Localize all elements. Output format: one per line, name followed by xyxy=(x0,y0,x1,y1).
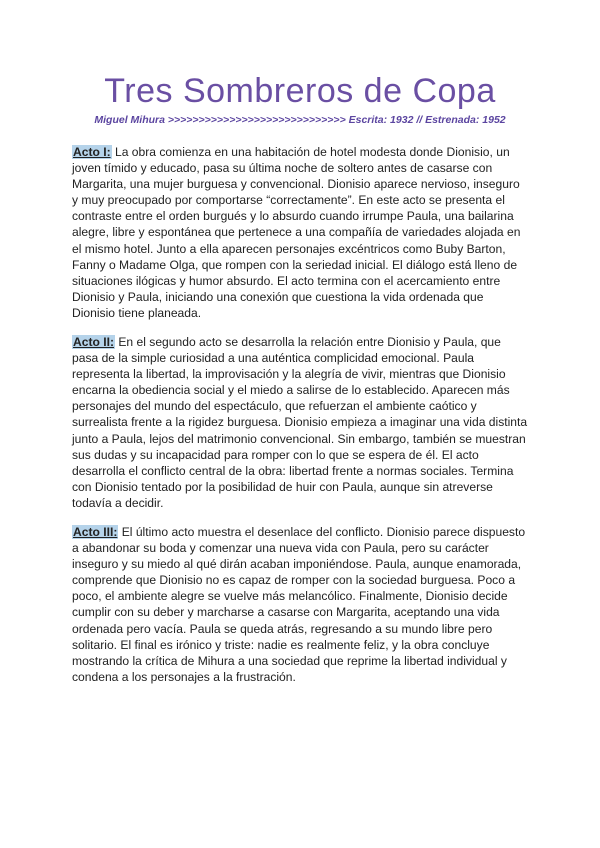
section-label: Acto I: xyxy=(73,145,111,159)
section-acto-2 xyxy=(72,334,528,511)
section-text: En el segundo acto se desarrolla la relación entre Dionisio y Paula, que pasa de la simple curiosidad a una auténtica complicidad emocional. Paula representa la libertad, la improvisación y la alegría de vivir, mientras que Dionisio encarna la obediencia social y el miedo a salirse de lo establecido. Aparecen más personajes del mundo del espectáculo, que refuerzan el ambiente caótico y surrealista frente a la rigidez burguesa. Dionisio empieza a imaginar una vida distinta junto a Paula, lejos del matrimonio convencional. Sin embargo, también se muestran sus dudas y su incapacidad para romper con lo que se espera de él. El acto desarrolla el conflicto central de la obra: libertad frente a normas sociales. Termina con Dionisio tentado por la posibilidad de huir con Paula, aunque sin atreverse todavía a decidir. xyxy=(72,335,528,510)
section-acto-3 xyxy=(72,524,528,685)
section-text: La obra comienza en una habitación de hotel modesta donde Dionisio, un joven tímido y educado, pasa su última noche de soltero antes de casarse con Margarita, una mujer burguesa y convencional. Dionisio aparece nervioso, inseguro y muy preocupado por comportarse “correctamente”. En este acto se presenta el contraste entre el orden burgués y lo absurdo cuando irrumpe Paula, una bailarina alegre, libre y espontánea que pertenece a una compañía de variedades alojada en el mismo hotel. Junto a ella aparecen personajes excéntricos como Buby Barton, Fanny o Madame Olga, que rompen con la seriedad inicial. El diálogo está lleno de situaciones ilógicas y humor absurdo. El acto termina con el acercamiento entre Dionisio y Paula, iniciando una conexión que cuestiona la vida ordenada que Dionisio tiene planeada. xyxy=(72,145,521,320)
document-title: Tres Sombreros de Copa xyxy=(104,72,496,110)
document-subtitle: Miguel Mihura >>>>>>>>>>>>>>>>>>>>>>>>>>>>> Escrita: 1932 // Estrenada: 1952 xyxy=(94,114,506,126)
section-acto-1 xyxy=(72,144,528,321)
section-text: El último acto muestra el desenlace del conflicto. Dionisio parece dispuesto a abandonar su boda y comenzar una nueva vida con Paula, pero su carácter inseguro y su miedo al qué dirán acaban imponiéndose. Paula, aunque enamorada, comprende que Dionisio no es capaz de romper con la sociedad burguesa. Poco a poco, el ambiente alegre se vuelve más melancólico. Finalmente, Dionisio decide cumplir con su deber y marcharse a casarse con Margarita, aceptando una vida ordenada pero vacía. Paula se queda atrás, regresando a su mundo libre pero solitario. El final es irónico y triste: nadie es realmente feliz, y la obra concluye mostrando la crítica de Mihura a una sociedad que reprime la libertad individual y condena a los personajes a la frustración. xyxy=(72,525,526,684)
section-label: Acto III: xyxy=(73,525,118,539)
section-label: Acto II: xyxy=(73,335,114,349)
